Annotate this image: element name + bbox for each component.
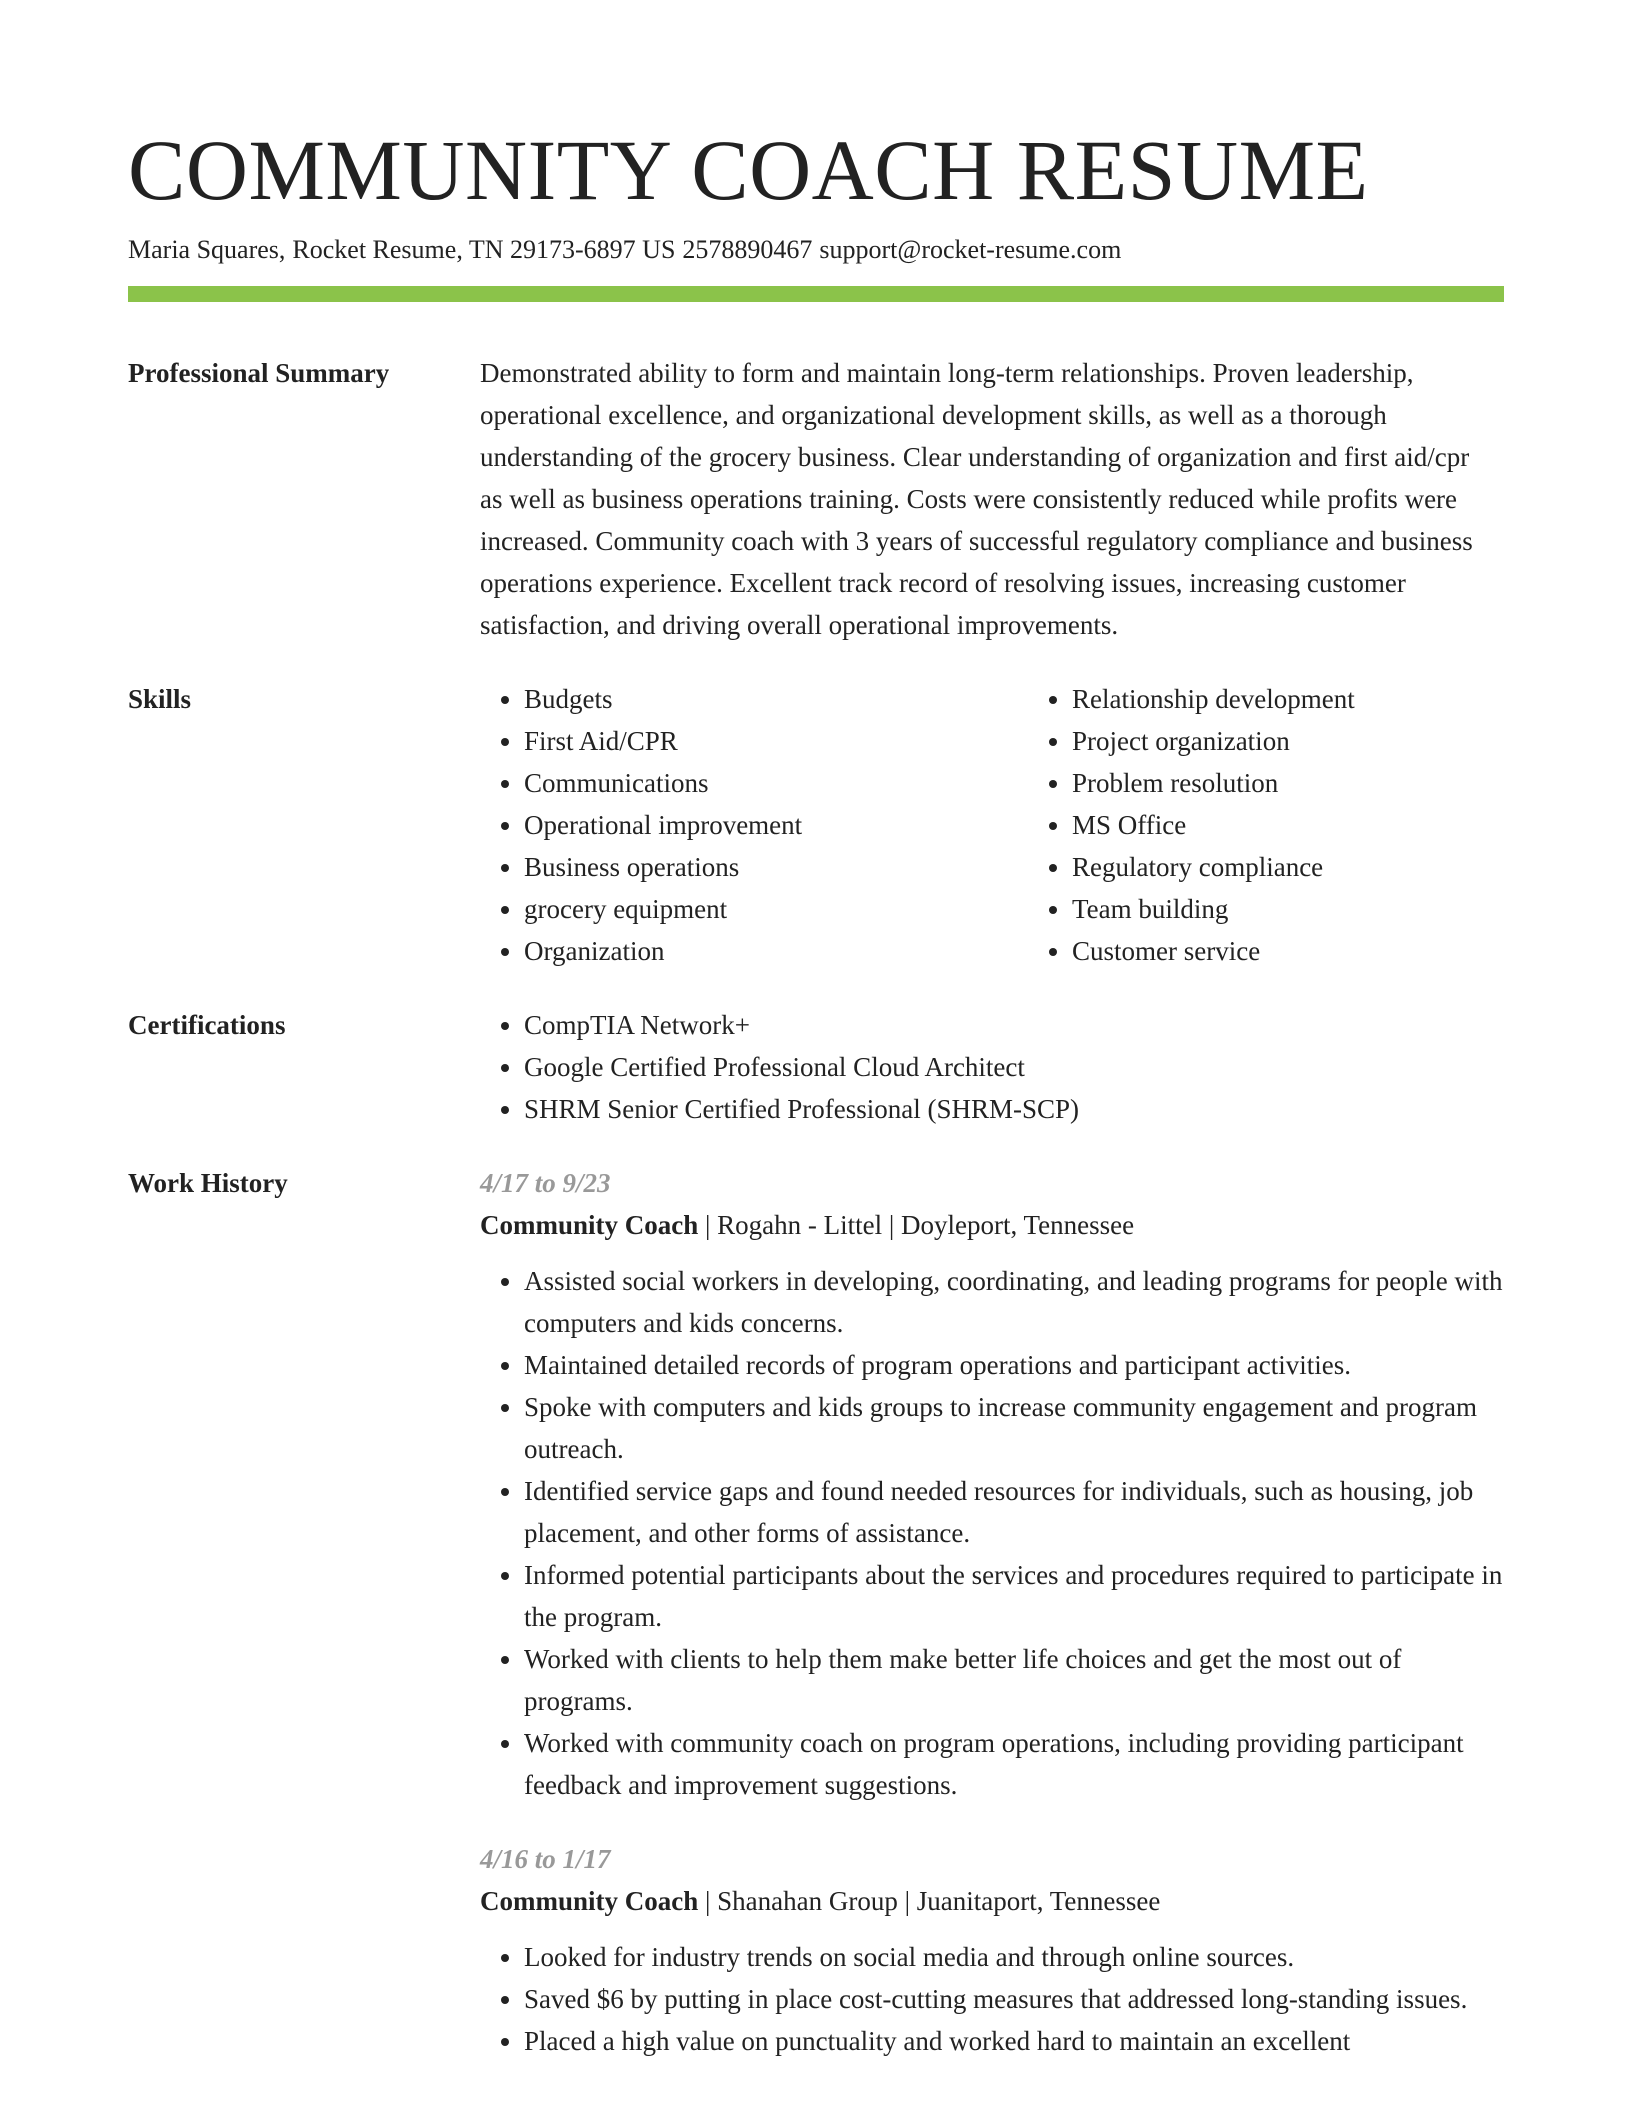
- job-title: Community Coach: [480, 1886, 699, 1916]
- contact-phone: 2578890467: [682, 235, 813, 264]
- section-label-certifications: Certifications: [128, 1010, 286, 1040]
- job-entry: [480, 1162, 1504, 1806]
- skill-item: • Customer service: [1072, 930, 1572, 972]
- skill-item: • Regulatory compliance: [1072, 846, 1572, 888]
- certification-item: • SHRM Senior Certified Professional (SHRM-SCP): [524, 1088, 1504, 1130]
- section-label-skills: Skills: [128, 684, 192, 714]
- job-bullet: • Informed potential participants about the services and procedures required to participate in the program.: [524, 1554, 1504, 1638]
- contact-email[interactable]: support@rocket-resume.com: [819, 235, 1122, 264]
- resume-page: [128, 0, 1504, 2062]
- skill-item: • Team building: [1072, 888, 1572, 930]
- job-bullets: [480, 1936, 1504, 2062]
- job-dates: 4/17 to 9/23: [480, 1168, 611, 1198]
- skill-item: • Organization: [524, 930, 1028, 972]
- section-work-history: [128, 1162, 1504, 2062]
- skill-item: • Project organization: [1072, 720, 1572, 762]
- certification-item: • CompTIA Network+: [524, 1004, 1504, 1046]
- contact-name: Maria Squares,: [128, 235, 286, 264]
- accent-divider: [128, 286, 1504, 302]
- skill-item: • Problem resolution: [1072, 762, 1572, 804]
- section-certifications: [128, 1004, 1504, 1130]
- job-bullet: • Saved $6 by putting in place cost-cutting measures that addressed long-standing issues.: [524, 1978, 1504, 2020]
- skill-item: • Business operations: [524, 846, 1028, 888]
- certification-item: • Google Certified Professional Cloud Architect: [524, 1046, 1504, 1088]
- skill-item: • Operational improvement: [524, 804, 1028, 846]
- job-dates: 4/16 to 1/17: [480, 1844, 611, 1874]
- summary-text: Demonstrated ability to form and maintain long-term relationships. Proven leadership, operational excellence, and organizational development skills, as well as a thorough understanding of the grocery business. Clear understanding of organization and first aid/cpr as well as business operations training. Costs were consistently reduced while profits were increased. Community coach with 3 years of successful regulatory compliance and business operations experience. Excellent track record of resolving issues, increasing customer satisfaction, and driving overall operational improvements.: [480, 358, 1473, 640]
- certifications-list: [480, 1004, 1504, 1130]
- job-bullet: • Worked with community coach on program operations, including providing participant feedback and improvement suggestions.: [524, 1722, 1504, 1806]
- contact-address: Rocket Resume, TN 29173-6897 US: [292, 235, 676, 264]
- resume-title: COMMUNITY COACH RESUME: [128, 122, 1369, 218]
- job-bullet: • Maintained detailed records of program operations and participant activities.: [524, 1344, 1504, 1386]
- job-bullet: • Looked for industry trends on social media and through online sources.: [524, 1936, 1504, 1978]
- job-bullet: • Identified service gaps and found needed resources for individuals, such as housing, job placement, and other forms of assistance.: [524, 1470, 1504, 1554]
- work-history-body: [480, 1162, 1504, 2062]
- skill-item: • Communications: [524, 762, 1028, 804]
- job-details: | Rogahn - Littel | Doyleport, Tennessee: [698, 1210, 1135, 1240]
- section-label-summary: Professional Summary: [128, 358, 390, 388]
- job-title: Community Coach: [480, 1210, 699, 1240]
- job-heading: [480, 1880, 1504, 1922]
- job-bullet: • Spoke with computers and kids groups to increase community engagement and program outreach.: [524, 1386, 1504, 1470]
- skill-item: • MS Office: [1072, 804, 1572, 846]
- skill-item: • Budgets: [524, 678, 1028, 720]
- skills-columns: [480, 678, 1572, 972]
- job-details: | Shanahan Group | Juanitaport, Tennessee: [698, 1886, 1161, 1916]
- skills-list-left: [480, 678, 1028, 972]
- section-skills: [128, 678, 1504, 972]
- job-bullet: • Assisted social workers in developing, coordinating, and leading programs for people with computers and kids concerns.: [524, 1260, 1504, 1344]
- section-label-work-history: Work History: [128, 1168, 288, 1198]
- job-bullets: [480, 1260, 1504, 1806]
- job-heading: [480, 1204, 1504, 1246]
- job-entry: [480, 1838, 1504, 2062]
- section-professional-summary: [128, 352, 1504, 646]
- skill-item: • First Aid/CPR: [524, 720, 1028, 762]
- skills-list-right: [1028, 678, 1572, 972]
- certifications-body: [480, 1004, 1504, 1130]
- job-bullet: • Placed a high value on punctuality and worked hard to maintain an excellent: [524, 2020, 1504, 2062]
- job-bullet: • Worked with clients to help them make better life choices and get the most out of programs.: [524, 1638, 1504, 1722]
- skill-item: • grocery equipment: [524, 888, 1028, 930]
- skill-item: • Relationship development: [1072, 678, 1572, 720]
- contact-line: [128, 232, 1504, 268]
